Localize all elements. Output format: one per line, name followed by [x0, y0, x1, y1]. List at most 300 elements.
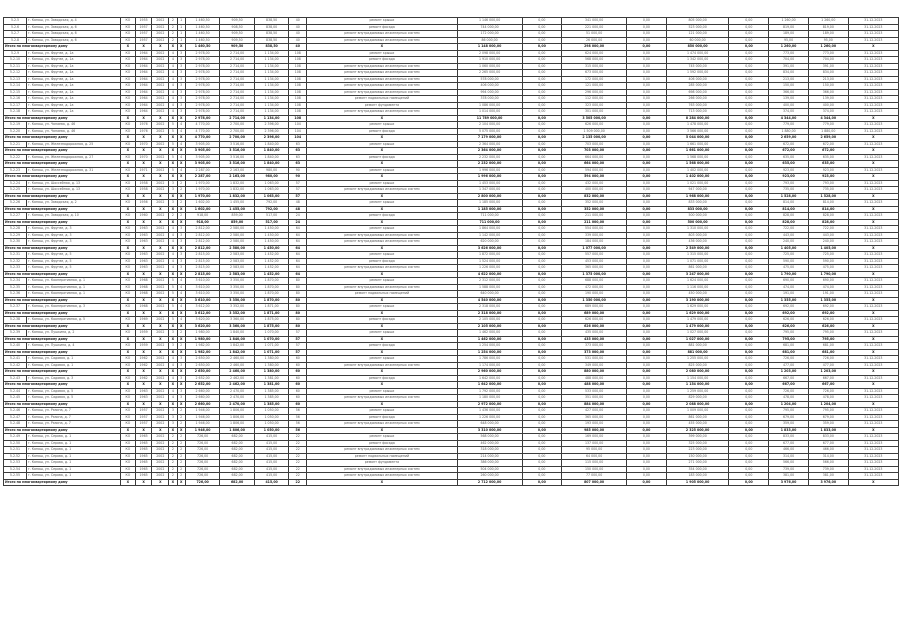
cell-en: 1	[177, 31, 185, 38]
cell-c6: 0,00	[729, 187, 769, 194]
total-label: Итого по многоквартирному дому	[4, 271, 121, 278]
cell-c7: 475,00	[769, 265, 809, 272]
cell-c1: 1 014 000,00	[457, 109, 522, 116]
cell-c1: 1 436 000,00	[457, 408, 522, 415]
cell-c3: 349 000,00	[562, 362, 627, 369]
cell-x: X	[152, 310, 169, 317]
cell-c4: 0,00	[627, 83, 667, 90]
cell-c1: 2 098 000,00	[457, 50, 522, 57]
cell-s3: 838,50	[254, 37, 289, 44]
cell-p: 57	[289, 180, 307, 187]
cell-fl: 4	[169, 63, 177, 70]
cell-c3: 365 000,00	[562, 265, 627, 272]
cell-date: 31.12.2023	[848, 304, 898, 311]
cell-c7: 1 528,00	[769, 193, 809, 200]
cell-c1: 2 232 000,00	[457, 154, 522, 161]
cell-c3: 95 000,00	[562, 447, 627, 454]
cell-x: X	[169, 382, 177, 389]
cell-c2: 0,00	[522, 414, 562, 421]
cell-c8: 635,00	[808, 161, 848, 168]
cell-date: 31.12.2023	[848, 141, 898, 148]
cell-s2: 1 840,00	[220, 330, 255, 337]
cell-y2: 2002	[152, 447, 169, 454]
cell-fl: 5	[169, 141, 177, 148]
cell-fl: 4	[169, 265, 177, 272]
cell-y2: 2002	[152, 466, 169, 473]
cell-year: 1968	[135, 278, 152, 285]
cell-c1: 1 864 000,00	[457, 226, 522, 233]
cell-n: 5.2.11	[4, 63, 27, 70]
cell-addr: г. Канаш, ул. Железнодорожная, д. 25	[27, 141, 121, 148]
cell-c2: 0,00	[522, 50, 562, 57]
cell-c6: 0,00	[729, 232, 769, 239]
cell-fl: 4	[169, 388, 177, 395]
cell-date: 31.12.2023	[848, 89, 898, 96]
cell-c8: 833,00	[808, 434, 848, 441]
cell-c1: 1 786 000,00	[457, 356, 522, 363]
cell-c3: 77 000,00	[562, 473, 627, 480]
cell-c4: 0,00	[627, 219, 667, 226]
cell-date: 31.12.2023	[848, 83, 898, 90]
cell-c8: 1 260,00	[808, 18, 848, 25]
cell-s1: 3 610,00	[185, 284, 220, 291]
cell-c2: 0,00	[522, 187, 562, 194]
cell-c2: 0,00	[522, 310, 562, 317]
cell-c4: 0,00	[627, 421, 667, 428]
cell-n: 5.2.39	[4, 330, 27, 337]
cell-s3: 1 134,00	[254, 102, 289, 109]
cell-c2: 0,00	[522, 401, 562, 408]
cell-c8: 828,00	[808, 213, 848, 220]
cell-year: 1963	[135, 252, 152, 259]
cell-c2: 0,00	[522, 239, 562, 246]
cell-c8: 95,00	[808, 37, 848, 44]
cell-en: 2	[177, 408, 185, 415]
cell-x: X	[848, 245, 898, 252]
cell-n: 5.2.43	[4, 375, 27, 382]
cell-date: 31.12.2023	[848, 96, 898, 103]
cell-c1: 2 318 000,00	[457, 310, 522, 317]
cell-s2: 3 350,00	[220, 291, 255, 298]
cell-s3: 792,00	[254, 206, 289, 213]
cell-c2: 0,00	[522, 141, 562, 148]
cell-p: 108	[289, 76, 307, 83]
cell-c2: 0,00	[522, 297, 562, 304]
cell-fl: 4	[169, 89, 177, 96]
cell-s1: 2 812,00	[185, 239, 220, 246]
cell-p: 22	[289, 434, 307, 441]
cell-s2: 3 516,00	[220, 141, 255, 148]
cell-c1: 1 642 000,00	[457, 375, 522, 382]
cell-c7: 1 260,00	[769, 18, 809, 25]
cell-s2: 3 350,00	[220, 284, 255, 291]
total-label: Итого по многоквартирному дому	[4, 206, 121, 213]
cell-x: X	[135, 323, 152, 330]
cell-c3: 689 000,00	[562, 310, 627, 317]
cell-s2: 2 700,00	[220, 128, 255, 135]
total-label: Итого по многоквартирному дому	[4, 336, 121, 343]
total-label: Итого по многоквартирному дому	[4, 401, 121, 408]
cell-fl: 4	[169, 239, 177, 246]
cell-fl: 4	[169, 226, 177, 233]
cell-c2: 0,00	[522, 167, 562, 174]
cell-n: 5.2.15	[4, 89, 27, 96]
cell-c4: 0,00	[627, 161, 667, 168]
cell-c5: 1 905 000,00	[666, 479, 729, 486]
cell-c3: 51 000,00	[562, 31, 627, 38]
cell-p: 22	[289, 440, 307, 447]
cell-s1: 2 660,00	[185, 395, 220, 402]
cell-p: 80	[289, 284, 307, 291]
cell-c2: 0,00	[522, 421, 562, 428]
cell-c1: 386 000,00	[457, 460, 522, 467]
cell-fl: 3	[169, 180, 177, 187]
cell-work: ремонт фасада	[307, 154, 458, 161]
cell-date: 31.12.2023	[848, 330, 898, 337]
cell-y2: 2002	[152, 395, 169, 402]
cell-c2: 0,00	[522, 18, 562, 25]
cell-x: X	[169, 193, 177, 200]
cell-c4: 0,00	[627, 76, 667, 83]
cell-fl: 3	[169, 187, 177, 194]
cell-y2: 2002	[152, 24, 169, 31]
cell-year: 1964	[135, 96, 152, 103]
cell-c7: 566,00	[769, 460, 809, 467]
cell-c3: 688 000,00	[562, 278, 627, 285]
cell-date: 31.12.2023	[848, 414, 898, 421]
cell-c6: 0,00	[729, 278, 769, 285]
cell-x: X	[848, 135, 898, 142]
cell-x: X	[135, 219, 152, 226]
cell-c4: 0,00	[627, 343, 667, 350]
cell-c3: 626 000,00	[562, 317, 627, 324]
cell-fl: 2	[169, 447, 177, 454]
cell-c8: 739,00	[808, 466, 848, 473]
cell-p: 108	[289, 96, 307, 103]
cell-p: 64	[289, 226, 307, 233]
cell-x: X	[177, 219, 185, 226]
cell-year: 1956	[135, 200, 152, 207]
cell-c7: 828,00	[769, 213, 809, 220]
cell-s3: 415,00	[254, 440, 289, 447]
cell-addr: г. Канаш, ул. Кооперативная, д. 1	[27, 284, 121, 291]
cell-x: X	[307, 161, 458, 168]
cell-c2: 0,00	[522, 343, 562, 350]
cell-y2: 2002	[152, 414, 169, 421]
cell-n: 5.2.13	[4, 76, 27, 83]
cell-y2: 2002	[152, 180, 169, 187]
cell-c4: 0,00	[627, 239, 667, 246]
cell-fl: 2	[169, 24, 177, 31]
cell-c5: 2 549 000,00	[666, 245, 729, 252]
cell-addr: г. Канаш, ул. Чапаева, д. 46	[27, 122, 121, 129]
cell-en: 4	[177, 122, 185, 129]
cell-c6: 0,00	[729, 382, 769, 389]
cell-c2: 0,00	[522, 161, 562, 168]
cell-c1: 2 960 000,00	[457, 369, 522, 376]
cell-year: 1957	[135, 421, 152, 428]
cell-x: X	[135, 297, 152, 304]
cell-c2: 0,00	[522, 466, 562, 473]
cell-mat: КО	[121, 388, 136, 395]
cell-y2: 2002	[152, 284, 169, 291]
cell-c6: 0,00	[729, 167, 769, 174]
total-label: Итого по многоквартирному дому	[4, 369, 121, 376]
cell-c3: 64 000,00	[562, 453, 627, 460]
cell-s2: 909,50	[220, 31, 255, 38]
cell-s1: 1 982,00	[185, 343, 220, 350]
cell-addr: г. Канаш, ул. Фрунзе, д. 1а	[27, 57, 121, 64]
cell-x: X	[135, 115, 152, 122]
cell-p: 64	[289, 232, 307, 239]
cell-c8: 795,00	[808, 408, 848, 415]
cell-p: 60	[289, 356, 307, 363]
cell-s3: 1 840,00	[254, 161, 289, 168]
cell-y2: 2002	[152, 226, 169, 233]
cell-x: X	[121, 245, 136, 252]
cell-c8: 690,00	[808, 278, 848, 285]
cell-y2: 2002	[152, 102, 169, 109]
cell-x: X	[307, 310, 458, 317]
cell-s1: 1 946,00	[185, 427, 220, 434]
cell-x: X	[307, 323, 458, 330]
cell-date: 31.12.2023	[848, 122, 898, 129]
cell-y2: 2002	[152, 89, 169, 96]
cell-c8: 1 880,00	[808, 128, 848, 135]
cell-c7: 374,00	[769, 109, 809, 116]
cell-x: X	[121, 349, 136, 356]
cell-year: 1958	[135, 187, 152, 194]
cell-x: X	[177, 245, 185, 252]
cell-y2: 2002	[152, 232, 169, 239]
cell-c2: 0,00	[522, 200, 562, 207]
cell-c5: 1 661 000,00	[666, 148, 729, 155]
cell-addr: г. Канаш, ул. Кооперативная, д. 3	[27, 304, 121, 311]
cell-c7: 681,00	[769, 349, 809, 356]
cell-c2: 0,00	[522, 148, 562, 155]
cell-c7: 814,00	[769, 206, 809, 213]
cell-c1: 1 254 000,00	[457, 343, 522, 350]
cell-mat: КО	[121, 414, 136, 421]
cell-c6: 0,00	[729, 473, 769, 480]
cell-c8: 725,00	[808, 252, 848, 259]
cell-date: 31.12.2023	[848, 63, 898, 70]
cell-s2: 2 700,00	[220, 122, 255, 129]
cell-x: X	[177, 310, 185, 317]
cell-c7: 735,00	[769, 187, 809, 194]
cell-c6: 0,00	[729, 323, 769, 330]
cell-addr: г. Канаш, ул. Фрунзе, д. 1а	[27, 102, 121, 109]
cell-fl: 4	[169, 96, 177, 103]
cell-x: X	[121, 336, 136, 343]
cell-c5: 450 000,00	[666, 291, 729, 298]
cell-c2: 0,00	[522, 447, 562, 454]
cell-s3: 792,00	[254, 200, 289, 207]
cell-c6: 0,00	[729, 245, 769, 252]
cell-c5: 1 154 000,00	[666, 375, 729, 382]
cell-c6: 0,00	[729, 193, 769, 200]
cell-x: X	[152, 382, 169, 389]
cell-en: 4	[177, 284, 185, 291]
total-label: Итого по многоквартирному дому	[4, 479, 121, 486]
cell-s3: 1 871,00	[254, 310, 289, 317]
cell-s2: 2 470,00	[220, 388, 255, 395]
cell-c5: 3 566 000,00	[666, 128, 729, 135]
cell-c8: 681,00	[808, 349, 848, 356]
cell-c3: 1 350 000,00	[562, 297, 627, 304]
cell-c1: 406 000,00	[457, 83, 522, 90]
cell-c1: 4 622 000,00	[457, 271, 522, 278]
cell-c8: 474,00	[808, 284, 848, 291]
cell-c5: 2 080 000,00	[666, 369, 729, 376]
cell-n: 5.2.25	[4, 187, 27, 194]
cell-s1: 3 612,00	[185, 310, 220, 317]
cell-x: X	[121, 401, 136, 408]
cell-c1: 1 792 000,00	[457, 388, 522, 395]
total-label: Итого по многоквартирному дому	[4, 382, 121, 389]
cell-x: X	[169, 271, 177, 278]
cell-x: X	[169, 323, 177, 330]
cell-c1: 11 789 000,00	[457, 115, 522, 122]
cell-mat: КО	[121, 473, 136, 480]
cell-s2: 2 714,00	[220, 89, 255, 96]
cell-c6: 0,00	[729, 336, 769, 343]
cell-c6: 0,00	[729, 50, 769, 57]
cell-c8: 672,00	[808, 141, 848, 148]
cell-c5: 325 000,00	[666, 440, 729, 447]
cell-en: 4	[177, 154, 185, 161]
cell-s3: 1 381,00	[254, 375, 289, 382]
cell-x: X	[177, 44, 185, 51]
cell-fl: 4	[169, 356, 177, 363]
cell-year: 1957	[135, 24, 152, 31]
cell-c8: 2 659,00	[808, 135, 848, 142]
cell-c6: 0,00	[729, 70, 769, 77]
cell-c3: 435 000,00	[562, 336, 627, 343]
cell-y2: 2002	[152, 252, 169, 259]
cell-c6: 0,00	[729, 141, 769, 148]
cell-date: 31.12.2023	[848, 76, 898, 83]
total-label: Итого по многоквартирному дому	[4, 297, 121, 304]
cell-date: 31.12.2023	[848, 31, 898, 38]
cell-c3: 626 000,00	[562, 122, 627, 129]
cell-s3: 1 134,00	[254, 63, 289, 70]
cell-c7: 1 204,00	[769, 401, 809, 408]
cell-s2: 909,50	[220, 37, 255, 44]
cell-s1: 918,00	[185, 219, 220, 226]
cell-en: 3	[177, 226, 185, 233]
cell-mat: КО	[121, 96, 136, 103]
cell-s3: 1 134,00	[254, 109, 289, 116]
cell-date: 31.12.2023	[848, 226, 898, 233]
cell-addr: г. Канаш, ул. Железнодорожная, д. 27	[27, 154, 121, 161]
cell-s3: 1 050,00	[254, 427, 289, 434]
cell-c4: 0,00	[627, 180, 667, 187]
cell-c8: 834,00	[808, 70, 848, 77]
cell-mat: КО	[121, 109, 136, 116]
cell-c8: 150,00	[808, 83, 848, 90]
cell-c5: 436 000,00	[666, 239, 729, 246]
cell-c3: 594 000,00	[562, 167, 627, 174]
cell-c4: 0,00	[627, 258, 667, 265]
cell-c7: 722,00	[769, 226, 809, 233]
cell-c6: 0,00	[729, 271, 769, 278]
cell-y2: 2002	[152, 167, 169, 174]
cell-date: 31.12.2023	[848, 200, 898, 207]
cell-s1: 3 905,00	[185, 141, 220, 148]
cell-s2: 3 516,00	[220, 154, 255, 161]
cell-s2: 2 470,00	[220, 401, 255, 408]
cell-c4: 0,00	[627, 44, 667, 51]
cell-s1: 2 978,00	[185, 50, 220, 57]
cell-y2: 2002	[152, 421, 169, 428]
cell-addr: г. Канаш, ул. Фрунзе, д. 1а	[27, 109, 121, 116]
cell-c1: 1 462 000,00	[457, 336, 522, 343]
cell-p: 104	[289, 128, 307, 135]
cell-x: X	[848, 219, 898, 226]
cell-y2: 2002	[152, 291, 169, 298]
cell-c6: 0,00	[729, 24, 769, 31]
cell-c5: 183 000,00	[666, 473, 729, 480]
cell-en: 4	[177, 128, 185, 135]
cell-c5: 406 000,00	[666, 76, 729, 83]
cell-c6: 0,00	[729, 37, 769, 44]
cell-fl: 5	[169, 317, 177, 324]
cell-c6: 0,00	[729, 479, 769, 486]
cell-year: 1965	[135, 473, 152, 480]
cell-n: 5.2.30	[4, 239, 27, 246]
cell-c5: 1 478 000,00	[666, 122, 729, 129]
cell-addr: г. Канаш, ул. Чапаева, д. 46	[27, 128, 121, 135]
cell-c1: 318 000,00	[457, 447, 522, 454]
cell-work: ремонт фасада	[307, 213, 458, 220]
cell-s2: 682,00	[220, 447, 255, 454]
total-label: Итого по многоквартирному дому	[4, 135, 121, 142]
cell-c8: 1 203,00	[808, 369, 848, 376]
cell-work: ремонт внутридомовых инженерных систем	[307, 187, 458, 194]
cell-en: 4	[177, 141, 185, 148]
cell-s3: 517,00	[254, 219, 289, 226]
cell-s3: 1 381,00	[254, 382, 289, 389]
cell-s1: 726,00	[185, 434, 220, 441]
cell-c7: 191,00	[769, 291, 809, 298]
cell-s3: 415,00	[254, 473, 289, 480]
cell-c2: 0,00	[522, 226, 562, 233]
cell-p: 57	[289, 336, 307, 343]
cell-s3: 980,00	[254, 174, 289, 181]
cell-n: 5.2.42	[4, 362, 27, 369]
cell-s3: 1 450,00	[254, 245, 289, 252]
cell-fl: 4	[169, 83, 177, 90]
cell-mat: КО	[121, 330, 136, 337]
cell-c6: 0,00	[729, 174, 769, 181]
cell-c5: 1 661 000,00	[666, 141, 729, 148]
cell-x: X	[177, 161, 185, 168]
cell-p: 57	[289, 187, 307, 194]
cell-c1: 3 626 000,00	[457, 245, 522, 252]
cell-c8: 566,00	[808, 460, 848, 467]
cell-s1: 2 652,00	[185, 375, 220, 382]
cell-fl: 4	[169, 70, 177, 77]
cell-work: ремонт крыши	[307, 226, 458, 233]
cell-c8: 475,00	[808, 265, 848, 272]
cell-y2: 2002	[152, 317, 169, 324]
cell-n: 5.2.24	[4, 180, 27, 187]
cell-c4: 0,00	[627, 375, 667, 382]
cell-x: X	[307, 479, 458, 486]
cell-x: X	[152, 161, 169, 168]
cell-c7: 3 976,00	[769, 479, 809, 486]
